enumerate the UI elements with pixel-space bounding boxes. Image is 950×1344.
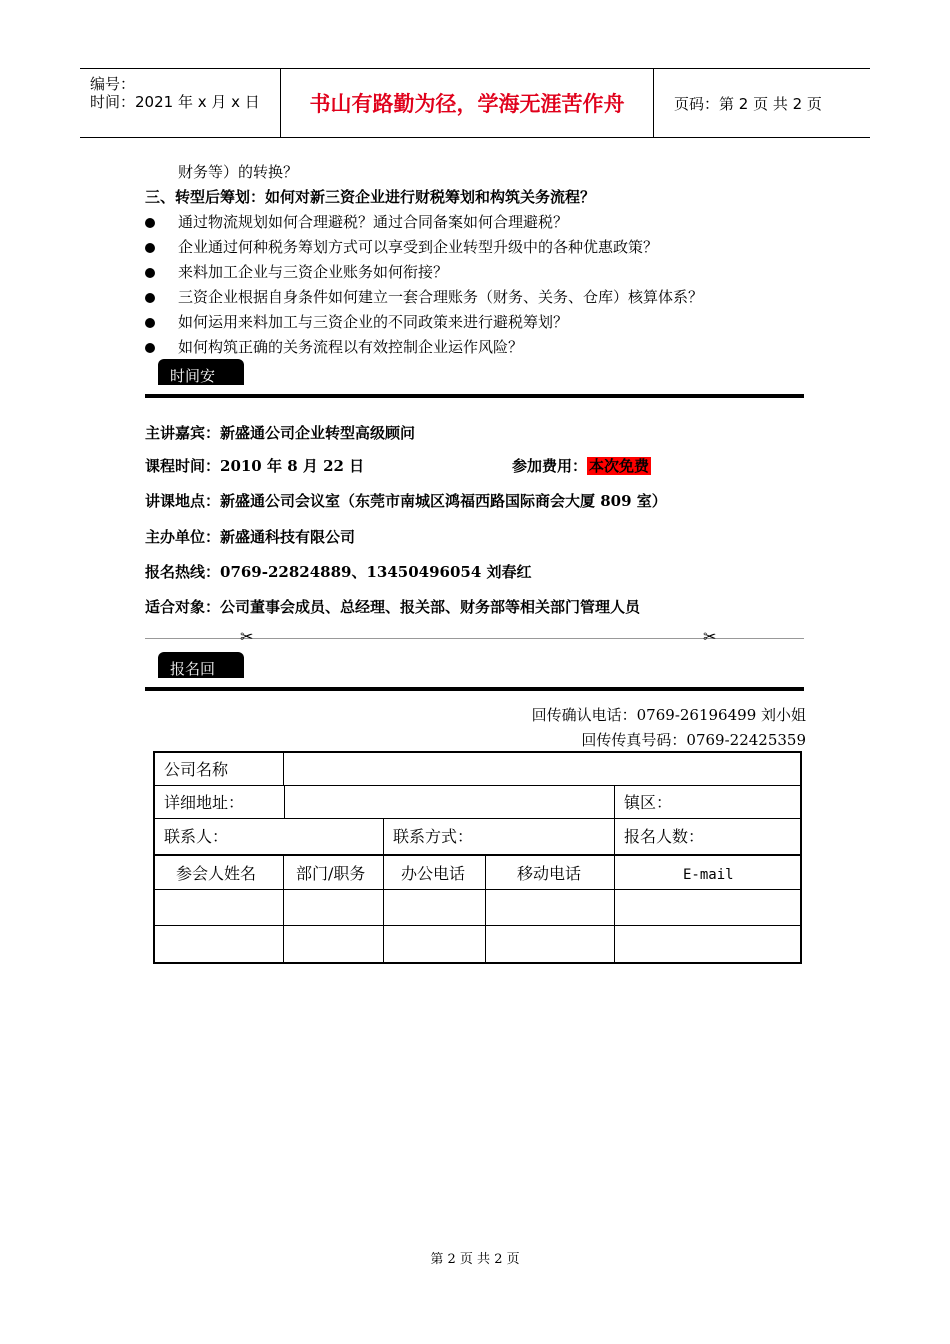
- address-label-cell: [155, 786, 284, 819]
- page-label: 页码：第 2 页 共 2 页: [674, 94, 822, 113]
- num-registrants-cell[interactable]: [615, 819, 800, 855]
- column-header: [384, 855, 486, 890]
- header-right: [664, 69, 870, 137]
- company-name-input[interactable]: [284, 753, 800, 786]
- bullet-item: 通过物流规划如何合理避税？通过合同备案如何合理避税？: [178, 213, 569, 231]
- bullet-icon: [145, 218, 155, 228]
- bullet-icon: [145, 268, 155, 278]
- attendee-dept-input[interactable]: [284, 890, 384, 926]
- bullet-item: 企业通过何种税务筹划方式可以享受到企业转型升级中的各种优惠政策？: [178, 238, 659, 256]
- organizer-line: 主办单位：新盛通科技有限公司: [145, 528, 356, 546]
- attendee-mobile-input[interactable]: [486, 890, 615, 926]
- column-header-label: 部门/职务: [296, 864, 366, 883]
- audience-line: 适合对象：公司董事会成员、总经理、报关部、财务部等相关部门管理人员: [145, 598, 641, 616]
- bullet-item: 如何运用来料加工与三资企业的不同政策来进行避税筹划？: [178, 313, 569, 331]
- column-header: [155, 855, 284, 890]
- attendee-office-phone-input[interactable]: [384, 926, 486, 962]
- page-footer: 第 2 页 共 2 页: [430, 1252, 520, 1267]
- speaker-line: 主讲嘉宾：新盛通公司企业转型高级顾问: [145, 424, 416, 442]
- fax-number: 回传传真号码：0769-22425359: [581, 731, 806, 749]
- column-header: [486, 855, 615, 890]
- location-line: 讲课地点：新盛通公司会议室（东莞市南城区鸿福西路国际商会大厦 809 室）: [145, 492, 667, 510]
- fee-label: 参加费用：: [512, 457, 588, 475]
- page-header: [80, 68, 870, 138]
- time-label: 时间：2021 年 x 月 x 日: [90, 93, 260, 111]
- scissors-icon: ✂: [240, 627, 254, 646]
- address-input[interactable]: [284, 786, 615, 819]
- attendee-office-phone-input[interactable]: [384, 890, 486, 926]
- contact-person-cell[interactable]: [155, 819, 384, 855]
- contact-method-label: 联系方式：: [393, 827, 474, 846]
- continued-line: 财务等）的转换？: [178, 163, 299, 181]
- schedule-tab: 时间安: [158, 359, 244, 385]
- num-registrants-label: 报名人数：: [624, 827, 705, 846]
- company-name-label-cell: [155, 753, 284, 786]
- section-divider: [145, 394, 804, 398]
- section-divider: [145, 687, 804, 691]
- header-left: [80, 69, 281, 137]
- attendee-email-input[interactable]: [615, 926, 800, 962]
- bullet-item: 如何构筑正确的关务流程以有效控制企业运作风险？: [178, 338, 524, 356]
- attendee-email-input[interactable]: [615, 890, 800, 926]
- column-header-label: 办公电话: [401, 864, 466, 883]
- fee-line: [512, 456, 651, 476]
- town-cell[interactable]: [615, 786, 800, 819]
- motto: 书山有路勤为径，学海无涯苦作舟: [281, 69, 654, 137]
- bullet-item: 来料加工企业与三资企业账务如何衔接？: [178, 263, 449, 281]
- course-time-line: 课程时间：2010 年 8 月 22 日: [145, 457, 365, 475]
- attendee-name-input[interactable]: [155, 890, 284, 926]
- registration-form: [153, 751, 802, 964]
- bullet-icon: [145, 343, 155, 353]
- confirm-phone: 回传确认电话：0769-26196499 刘小姐: [531, 706, 806, 724]
- column-header: [615, 855, 800, 890]
- column-header-label: 移动电话: [517, 864, 582, 883]
- town-label: 镇区：: [624, 793, 673, 812]
- hotline-line: 报名热线：0769-22824889、13450496054 刘春红: [145, 563, 532, 581]
- bullet-icon: [145, 293, 155, 303]
- section3-title: 三、转型后筹划：如何对新三资企业进行财税筹划和构筑关务流程？: [145, 188, 596, 206]
- company-name-label: 公司名称: [164, 760, 229, 779]
- bullet-item: 三资企业根据自身条件如何建立一套合理账务（财务、关务、仓库）核算体系？: [178, 288, 704, 306]
- bullet-icon: [145, 243, 155, 253]
- column-header-label: 参会人姓名: [176, 864, 257, 883]
- column-header: [284, 855, 384, 890]
- attendee-name-input[interactable]: [155, 926, 284, 962]
- bullet-icon: [145, 318, 155, 328]
- fee-badge: 本次免费: [589, 457, 650, 475]
- attendee-dept-input[interactable]: [284, 926, 384, 962]
- contact-method-cell[interactable]: [384, 819, 615, 855]
- column-header-label: E-mail: [683, 867, 734, 883]
- scissors-icon: ✂: [703, 627, 717, 646]
- attendee-mobile-input[interactable]: [486, 926, 615, 962]
- contact-person-label: 联系人：: [164, 827, 229, 846]
- number-label: 编号：: [90, 75, 136, 93]
- registration-tab: 报名回: [158, 652, 244, 678]
- address-label: 详细地址：: [164, 793, 245, 812]
